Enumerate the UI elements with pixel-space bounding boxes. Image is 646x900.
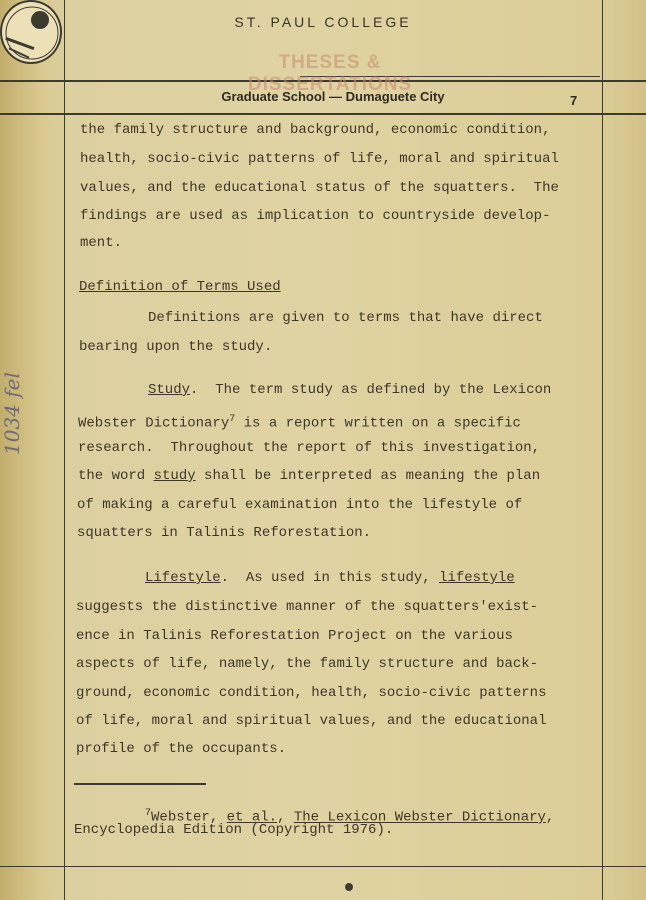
term-lifestyle-inline: lifestyle [439, 570, 515, 586]
text-line: values, and the educational status of the squatters. The [80, 180, 559, 196]
text-line: profile of the occupants. [76, 741, 287, 757]
text-line: ground, economic condition, health, socio-civic patterns [76, 685, 547, 701]
text-segment: . As used in this study, [220, 570, 440, 586]
text-line: ence in Talinis Reforestation Project on the various [76, 628, 513, 644]
term-study: Study [148, 382, 191, 398]
footnote-etal: et al. [226, 809, 278, 826]
text-line [148, 382, 551, 399]
text-line: bearing upon the study. [79, 339, 273, 355]
text-segment: . The term study as defined by the Lexicon [190, 382, 552, 398]
text-line: the family structure and background, economic condition, [80, 122, 551, 138]
text-line: findings are used as implication to countryside develop- [80, 208, 551, 224]
term-study-inline: study [153, 468, 196, 484]
text-segment: the word [78, 468, 154, 484]
text-line: of making a careful examination into the lifestyle of [77, 497, 523, 513]
footnote-mark: 7 [145, 808, 152, 819]
text-segment: Webster Dictionary [78, 415, 230, 432]
text-line: of life, moral and spiritual values, and the educational [76, 713, 547, 729]
text-line: aspects of life, namely, the family structure and back- [76, 656, 539, 672]
page-number: 7 [570, 93, 578, 108]
text-line: ment. [80, 235, 123, 251]
text-line: research. Throughout the report of this investigation, [78, 440, 541, 456]
footnote-separator [74, 783, 206, 785]
text-segment: shall be interpreted as meaning the plan [195, 468, 541, 484]
footnote-sep: , [277, 809, 294, 826]
text-line: health, socio-civic patterns of life, moral and spiritual [80, 151, 559, 167]
footnote-title: The Lexicon Webster Dictionary [293, 809, 546, 826]
text-line: squatters in Talinis Reforestation. [77, 525, 372, 541]
college-seal-icon [0, 0, 62, 64]
text-segment: is a report written on a specific [235, 415, 521, 432]
term-lifestyle: Lifestyle [145, 570, 221, 586]
theses-stamp: THESES & DISSERTATIONS [247, 52, 413, 95]
footnote-line-2: Encyclopedia Edition (Copyright 1976). [74, 822, 394, 838]
footnote-end: , [545, 809, 555, 826]
footnote-author: Webster, [151, 809, 227, 826]
right-border-line [602, 0, 603, 900]
footnote-reference: 7 [229, 414, 236, 425]
header-rule-bottom [0, 113, 646, 115]
left-border-line [64, 0, 65, 900]
school-line: Graduate School — Dumaguete City [221, 89, 445, 104]
handwritten-margin-note: 1034 fel [0, 372, 24, 455]
text-line [78, 411, 521, 433]
punch-hole [345, 883, 353, 891]
text-line: suggests the distinctive manner of the squatters'exist- [76, 599, 539, 615]
text-line: Definitions are given to terms that have direct [148, 310, 543, 326]
footer-rule [0, 866, 646, 867]
section-heading: Definition of Terms Used [79, 279, 281, 295]
text-line [78, 468, 540, 485]
text-line [145, 570, 515, 587]
college-name: ST. PAUL COLLEGE [234, 14, 412, 30]
